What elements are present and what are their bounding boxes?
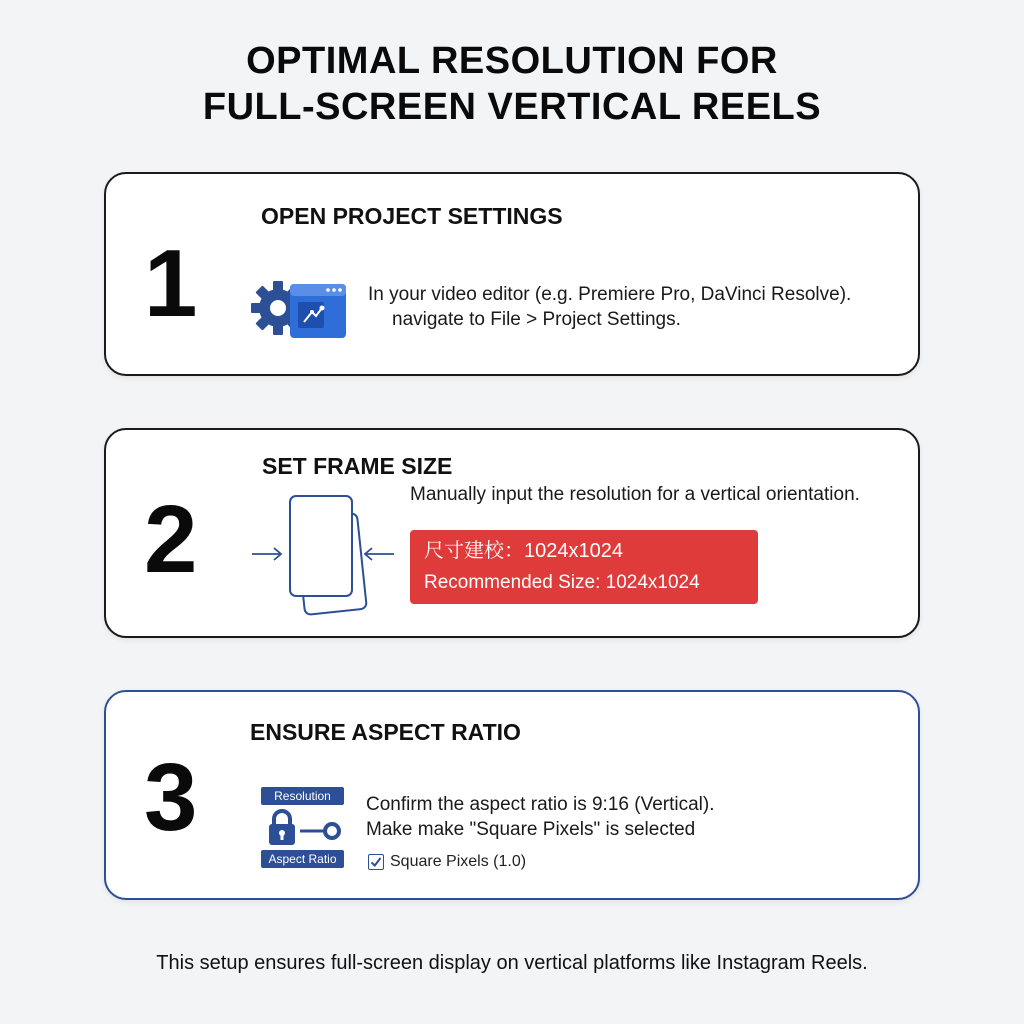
step-number: 3 (144, 744, 198, 851)
badge-line-2: Recommended Size: 1024x1024 (424, 572, 700, 593)
square-pixels-checkbox[interactable] (368, 854, 384, 870)
aspect-ratio-pill: Aspect Ratio (261, 850, 344, 868)
step-description-line-2: Make make "Square Pixels" is selected (366, 819, 696, 840)
step-card-1 (104, 172, 920, 376)
step-description: Manually input the resolution for a vertical orientation. (410, 484, 860, 505)
page-title-line-2: FULL-SCREEN VERTICAL REELS (202, 86, 822, 128)
step-card-3 (104, 690, 920, 900)
page-title (0, 38, 1024, 130)
footer-note: This setup ensures full-screen display on vertical platforms like Instagram Reels. (156, 952, 868, 974)
step-description-line-1: Confirm the aspect ratio is 9:16 (Vertical). (366, 794, 715, 815)
step-card-2 (104, 428, 920, 638)
step-description-line-2: navigate to File > Project Settings. (392, 309, 681, 330)
step-title: OPEN PROJECT SETTINGS (261, 203, 563, 229)
badge-line-1: 尺寸建校：1024x1024 (424, 540, 623, 562)
checkmark-icon (369, 855, 383, 869)
step-title: ENSURE ASPECT RATIO (250, 719, 521, 745)
settings-window-icon (250, 272, 346, 342)
step-title: SET FRAME SIZE (262, 453, 453, 479)
square-pixels-label: Square Pixels (1.0) (390, 853, 527, 870)
recommended-size-badge (410, 530, 758, 604)
step-description-line-1: In your video editor (e.g. Premiere Pro, DaVinci Resolve). (368, 284, 852, 305)
step-number: 2 (144, 486, 198, 593)
page-title-line-1: OPTIMAL RESOLUTION FOR (246, 40, 778, 82)
square-pixels-option[interactable] (368, 852, 526, 872)
lock-link-icon (264, 807, 344, 847)
step-number: 1 (144, 230, 198, 337)
frame-size-icon (252, 488, 402, 618)
resolution-pill: Resolution (261, 787, 344, 805)
